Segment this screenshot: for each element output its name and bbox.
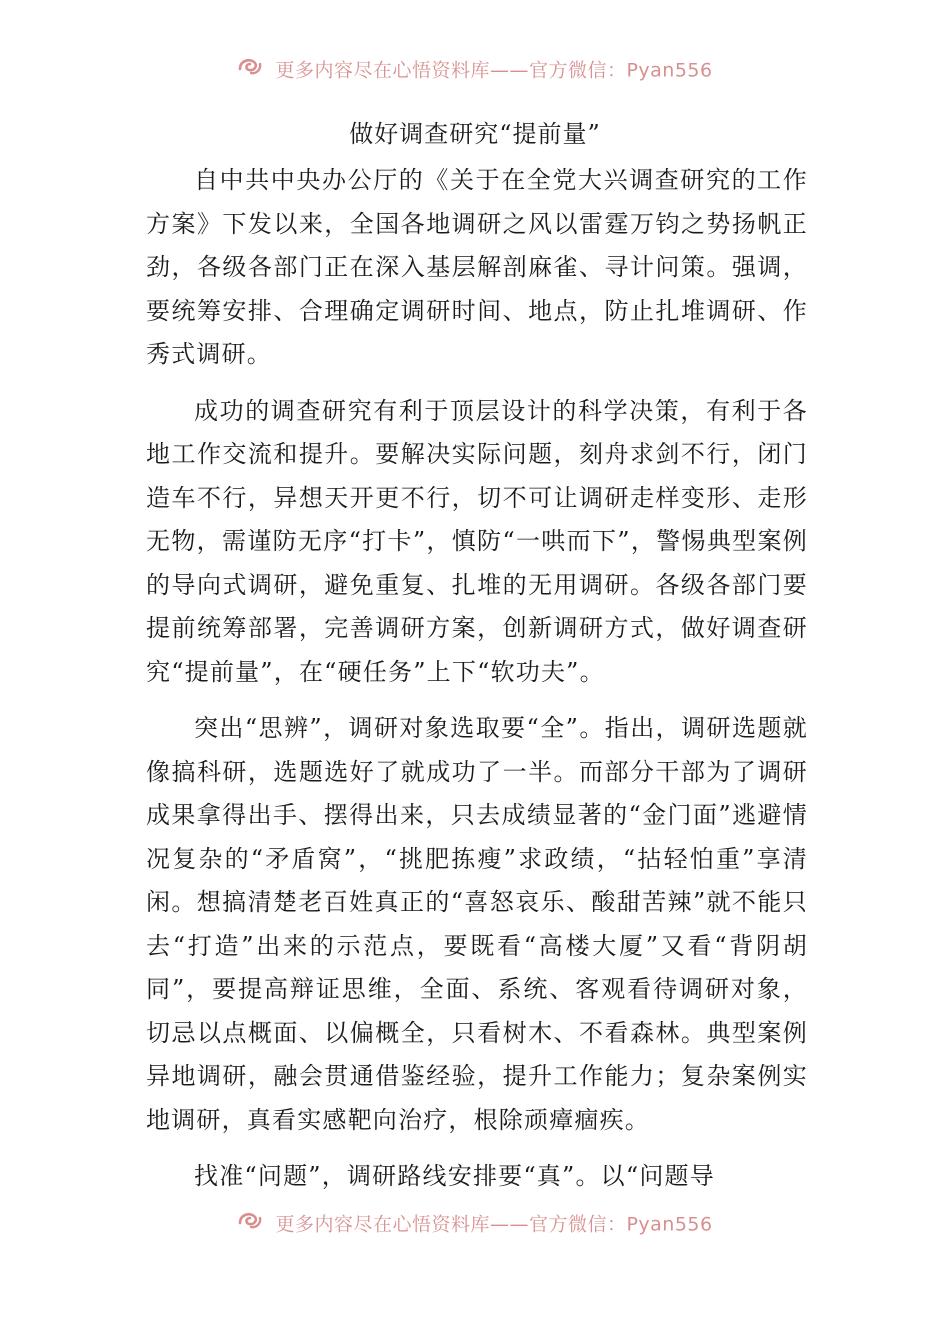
paragraph: 成功的调查研究有利于顶层设计的科学决策，有利于各地工作交流和提升。要解决实际问题，刻舟求剑不行，闭门造车不行，异想天开更不行，切不可让调研走样变形、走形无物，需谨防无序“打卡”，慎防“一哄而下”，警惕典型案例的导向式调研，避免重复、扎堆的无用调研。各级各部门要提前统筹部署，完善调研方案，创新调研方式，做好调查研究“提前量”，在“硬任务”上下“软功夫”。 — [146, 396, 808, 686]
document-title: 做好调查研究“提前量” — [349, 120, 601, 148]
watermark-text: 更多内容尽在心悟资料库——官方微信：Pyan556 — [275, 59, 713, 82]
paragraph: 自中共中央办公厅的《关于在全党大兴调查研究的工作方案》下发以来，全国各地调研之风以雷霆万钧之势扬帆正劲，各级各部门正在深入基层解剖麻雀、寻计问策。强调，要统筹安排、合理确定调研时间、地点，防止扎堆调研、作秀式调研。 — [146, 166, 808, 368]
watermark-footer — [0, 1204, 950, 1244]
swirl-logo-icon — [237, 1205, 263, 1245]
paragraph: 找准“问题”，调研路线安排要“真”。以“问题导 — [194, 1162, 715, 1190]
swirl-logo-icon — [237, 51, 263, 91]
watermark-header — [0, 50, 950, 90]
document-body — [146, 159, 808, 1212]
paragraph: 突出“思辨”，调研对象选取要“全”。指出，调研选题就像搞科研，选题选好了就成功了一半。而部分干部为了调研成果拿得出手、摆得出来，只去成绩显著的“金门面”逃避情况复杂的“矛盾窝”，“挑肥拣瘦”求政绩，“拈轻怕重”享清闲。想搞清楚老百姓真正的“喜怒哀乐、酸甜苦辣”就不能只去“打造”出来的示范点，要既看“高楼大厦”又看“背阴胡同”，要提高辩证思维，全面、系统、客观看待调研对象，切忌以点概面、以偏概全，只看树木、不看森林。典型案例异地调研，融会贯通借鉴经验，提升工作能力；复杂案例实地调研，真看实感靶向治疗，根除顽瘴痼疾。 — [146, 714, 808, 1134]
watermark-text: 更多内容尽在心悟资料库——官方微信：Pyan556 — [275, 1213, 713, 1236]
